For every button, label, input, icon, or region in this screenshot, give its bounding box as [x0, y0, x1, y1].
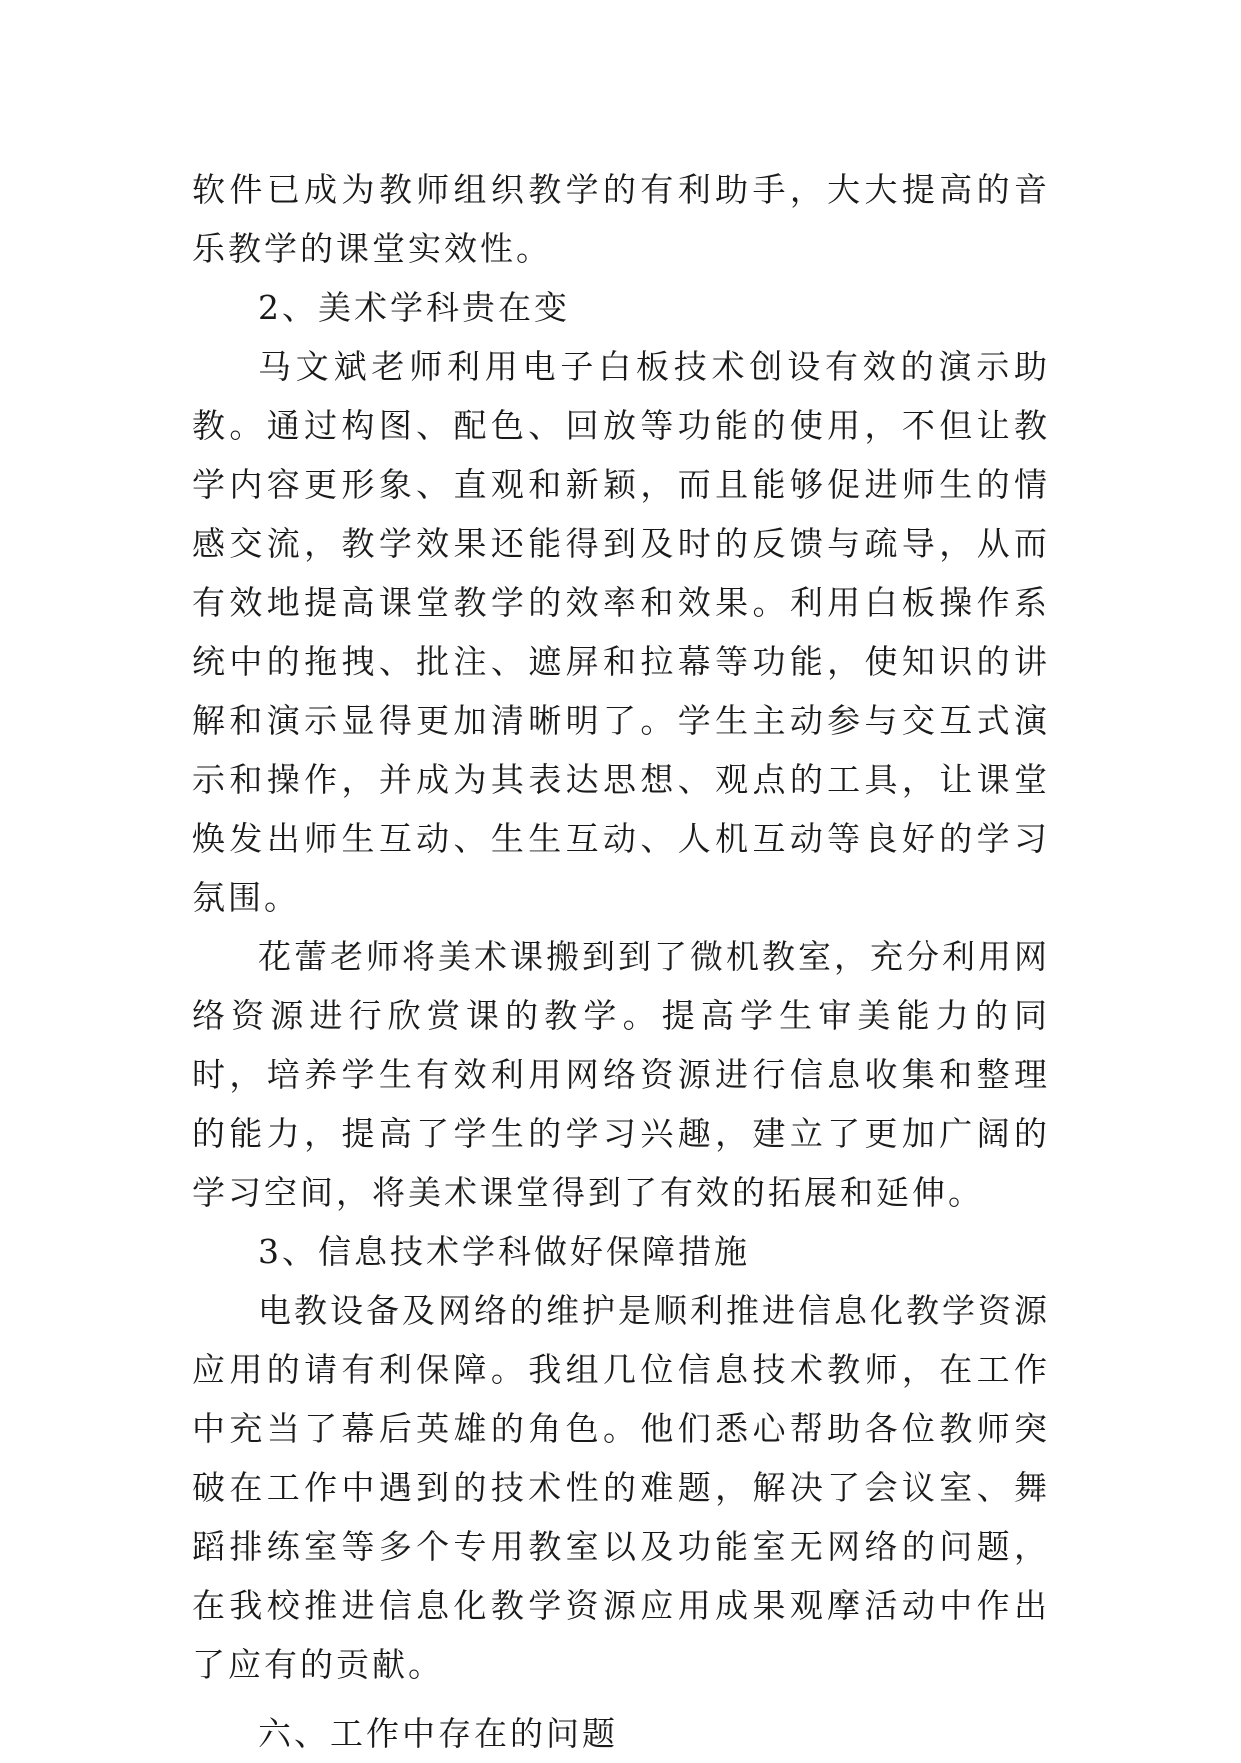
paragraph-continued: 软件已成为教师组织教学的有利助手，大大提高的音乐教学的课堂实效性。 — [192, 170, 1050, 268]
section-heading-problems: 六、工作中存在的问题 — [258, 1714, 618, 1753]
paragraph-maintenance: 电教设备及网络的维护是顺利推进信息化教学资源应用的请有利保障。我组几位信息技术教师，在工作中充当了幕后英雄的角色。他们悉心帮助各位教师突破在工作中遇到的技术性的难题，解决了会议室、舞蹈排练室等多个专用教室以及功能室无网络的问题，在我校推进信息化教学资源应用成果观摩活动中作出了应有的贡献。 — [192, 1291, 1050, 1684]
subheading-it: 3、信息技术学科做好保障措施 — [258, 1232, 750, 1271]
paragraph-computer-room: 花蕾老师将美术课搬到到了微机教室，充分利用网络资源进行欣赏课的教学。提高学生审美能力的同时，培养学生有效利用网络资源进行信息收集和整理的能力，提高了学生的学习兴趣，建立了更加广阔的学习空间，将美术课堂得到了有效的拓展和延伸。 — [192, 937, 1050, 1212]
document-body — [192, 160, 1050, 1763]
paragraph-whiteboard: 马文斌老师利用电子白板技术创设有效的演示助教。通过构图、配色、回放等功能的使用，不但让教学内容更形象、直观和新颖，而且能够促进师生的情感交流，教学效果还能得到及时的反馈与疏导，从而有效地提高课堂教学的效率和效果。利用白板操作系统中的拖拽、批注、遮屏和拉幕等功能，使知识的讲解和演示显得更加清晰明了。学生主动参与交互式演示和操作，并成为其表达思想、观点的工具，让课堂焕发出师生互动、生生互动、人机互动等良好的学习氛围。 — [192, 347, 1050, 917]
subheading-art: 2、美术学科贵在变 — [258, 288, 570, 327]
